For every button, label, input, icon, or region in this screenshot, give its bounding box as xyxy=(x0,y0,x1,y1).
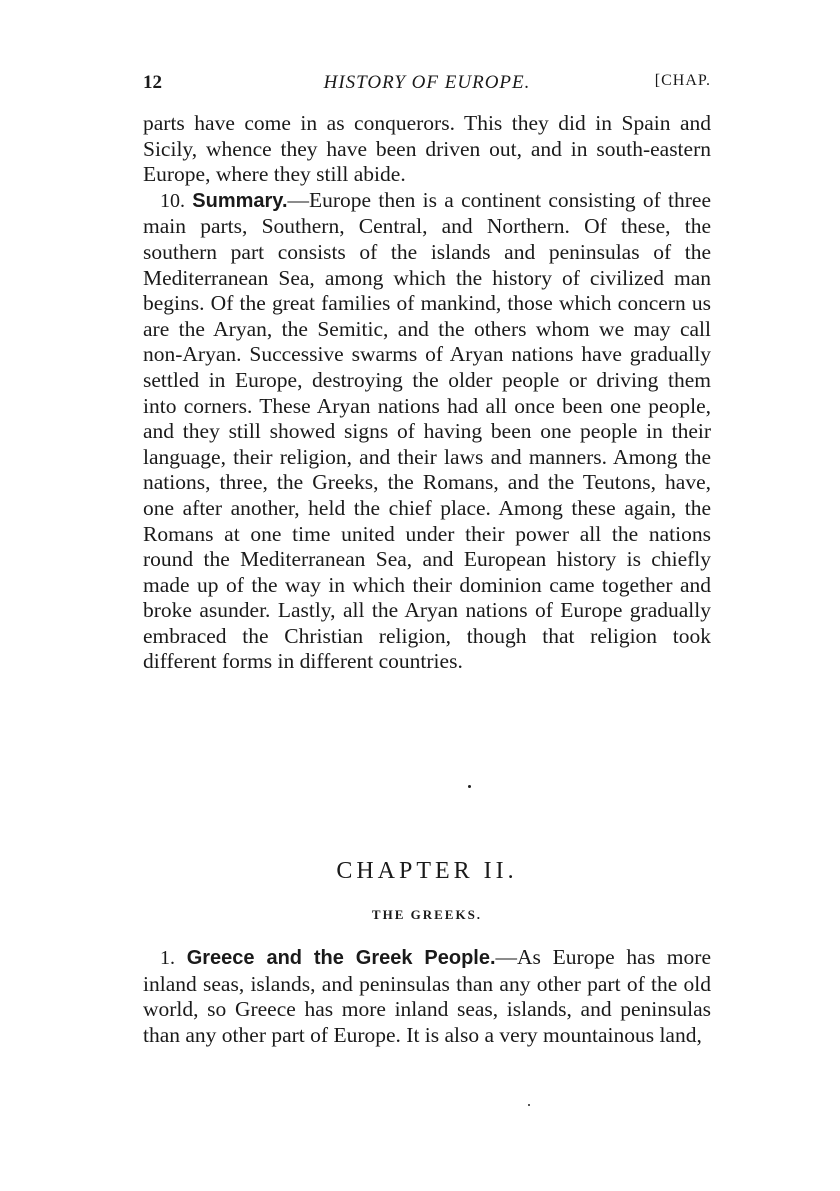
section-10-paragraph xyxy=(143,188,711,675)
section-10-number: 10. xyxy=(160,189,185,212)
stray-mark-bottom xyxy=(528,1104,530,1106)
section-1-number: 1. xyxy=(160,947,175,969)
chapter-subtitle: THE GREEKS. xyxy=(371,907,483,922)
stray-mark xyxy=(468,785,471,788)
continuation-paragraph: parts have come in as conquerors. This they did in Spain and Sicily, whence they have been driven out, and in south-eastern Europe, where they still abide. xyxy=(143,111,711,187)
section-1-body: —As Europe has more inland seas, islands, and peninsulas than any other part of the old world, so Greece has more inland seas, islands, and peninsulas than any other part of Europe. It is also a very mountainous land, xyxy=(143,945,711,1047)
upper-text-block xyxy=(143,111,711,675)
page-number: 12 xyxy=(143,72,162,93)
running-head xyxy=(143,72,711,102)
section-1-paragraph xyxy=(143,945,711,1048)
lower-text-block xyxy=(143,945,711,1048)
chapter-title: CHAPTER II. xyxy=(336,858,518,884)
section-1-heading: Greece and the Greek People. xyxy=(186,947,496,969)
chapter-reference: [CHAP. xyxy=(654,72,711,89)
section-10-heading: Summary. xyxy=(192,189,288,212)
running-title: HISTORY OF EUROPE. xyxy=(323,72,531,93)
section-10-body: —Europe then is a continent consisting of three main parts, Southern, Central, and Northern. Of these, the southern part consists of the islands and peninsulas of the Mediterranean Sea, among which the history of civilized man begins. Of the great families of mankind, those which concern us are the Aryan, the Semitic, and the others whom we may call non-Aryan. Successive swarms of Aryan nations have gradually settled in Europe, destroying the older people or driving them into corners. These Aryan nations had all once been one people, and they still showed signs of having been one people in their language, their religion, and their laws and manners. Among the nations, three, the Greeks, the Romans, and the Teutons, have, one after another, held the chief place. Among these again, the Romans at one time united under their power all the nations round the Mediterranean Sea, and European history is chiefly made up of the way in which their dominion came together and broke asunder. Lastly, all the Aryan nations of Europe gradually embraced the Christian religion, though that religion took different forms in different countries. xyxy=(143,187,711,674)
